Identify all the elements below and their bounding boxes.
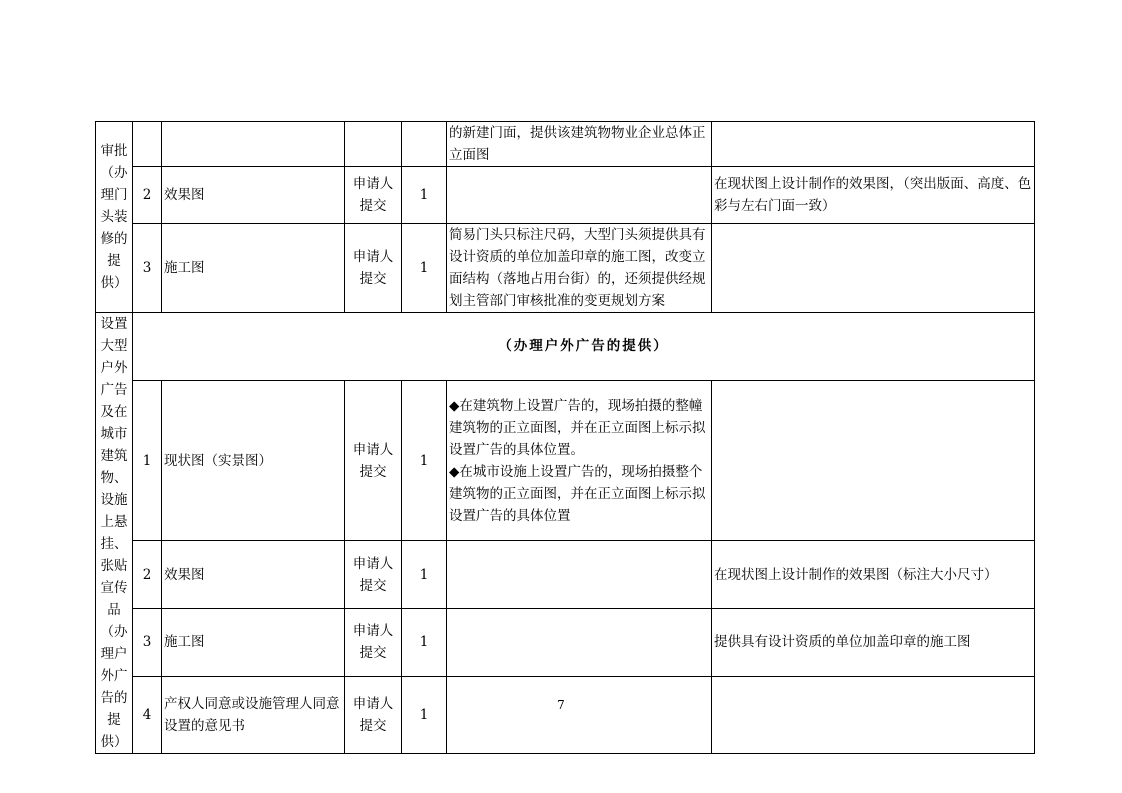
- remark-cell: 在现状图上设计制作的效果图，（突出版面、高度、色彩与左右门面一致）: [712, 167, 1035, 224]
- requirement-description: [447, 167, 712, 224]
- copies-count: 1: [402, 541, 447, 609]
- row-number: 3: [133, 224, 162, 313]
- copies-count: 1: [402, 609, 447, 677]
- table-row: [96, 676, 1035, 753]
- material-name: [162, 122, 345, 167]
- copies-count: 1: [402, 224, 447, 313]
- table-row: [96, 609, 1035, 677]
- requirement-description: 简易门头只标注尺码，大型门头须提供具有设计资质的单位加盖印章的施工图，改变立面结构（落地占用台街）的，还须提供经规划主管部门审核批准的变更规划方案: [447, 224, 712, 313]
- material-name: 施工图: [162, 609, 345, 677]
- provider-cell: 申请人提交: [345, 676, 402, 753]
- copies-count: [402, 122, 447, 167]
- material-name: 效果图: [162, 541, 345, 609]
- copies-count: 1: [402, 380, 447, 541]
- category-cell-storefront: 审批（办理门头装修的提供）: [96, 122, 133, 313]
- provider-cell: 申请人提交: [345, 541, 402, 609]
- requirement-description: [447, 541, 712, 609]
- table-row: [96, 380, 1035, 541]
- table-row: [96, 224, 1035, 313]
- requirement-description: [447, 609, 712, 677]
- remark-cell: [712, 122, 1035, 167]
- requirements-table: [95, 121, 1035, 754]
- requirement-description: 的新建门面，提供该建筑物物业企业总体正立面图: [447, 122, 712, 167]
- remark-cell: [712, 676, 1035, 753]
- remark-cell: 提供具有设计资质的单位加盖印章的施工图: [712, 609, 1035, 677]
- row-number: 1: [133, 380, 162, 541]
- copies-count: 1: [402, 167, 447, 224]
- requirement-description: [447, 676, 712, 753]
- section-title: （办理户外广告的提供）: [133, 313, 1035, 381]
- material-name: 施工图: [162, 224, 345, 313]
- table-row: [96, 541, 1035, 609]
- provider-cell: 申请人提交: [345, 224, 402, 313]
- copies-count: 1: [402, 676, 447, 753]
- requirement-bullet: ◆在建筑物上设置广告的，现场拍摄的整幢建筑物的正立面图，并在正立面图上标示拟设置广告的具体位置。: [449, 397, 706, 458]
- table-row: [96, 167, 1035, 224]
- page-number: 7: [557, 698, 565, 712]
- material-name: 现状图（实景图）: [162, 380, 345, 541]
- remark-cell: [712, 224, 1035, 313]
- row-number: 4: [133, 676, 162, 753]
- requirement-description: [447, 380, 712, 541]
- material-name: 产权人同意或设施管理人同意设置的意见书: [162, 676, 345, 753]
- provider-cell: 申请人提交: [345, 167, 402, 224]
- row-number: 3: [133, 609, 162, 677]
- category-cell-outdoor-ads: 设置大型户外广告及在城市建筑物、设施上悬挂、张贴宣传品（办理户外广告的提供）: [96, 313, 133, 754]
- row-number: 2: [133, 541, 162, 609]
- table-row: [96, 122, 1035, 167]
- remark-cell: [712, 380, 1035, 541]
- row-number: [133, 122, 162, 167]
- requirement-bullet: ◆在城市设施上设置广告的，现场拍摄整个建筑物的正立面图，并在正立面图上标示拟设置广告的具体位置: [449, 463, 706, 524]
- material-name: 效果图: [162, 167, 345, 224]
- table-row: [96, 313, 1035, 381]
- row-number: 2: [133, 167, 162, 224]
- provider-cell: 申请人提交: [345, 609, 402, 677]
- provider-cell: 申请人提交: [345, 380, 402, 541]
- remark-cell: 在现状图上设计制作的效果图（标注大小尺寸）: [712, 541, 1035, 609]
- provider-cell: [345, 122, 402, 167]
